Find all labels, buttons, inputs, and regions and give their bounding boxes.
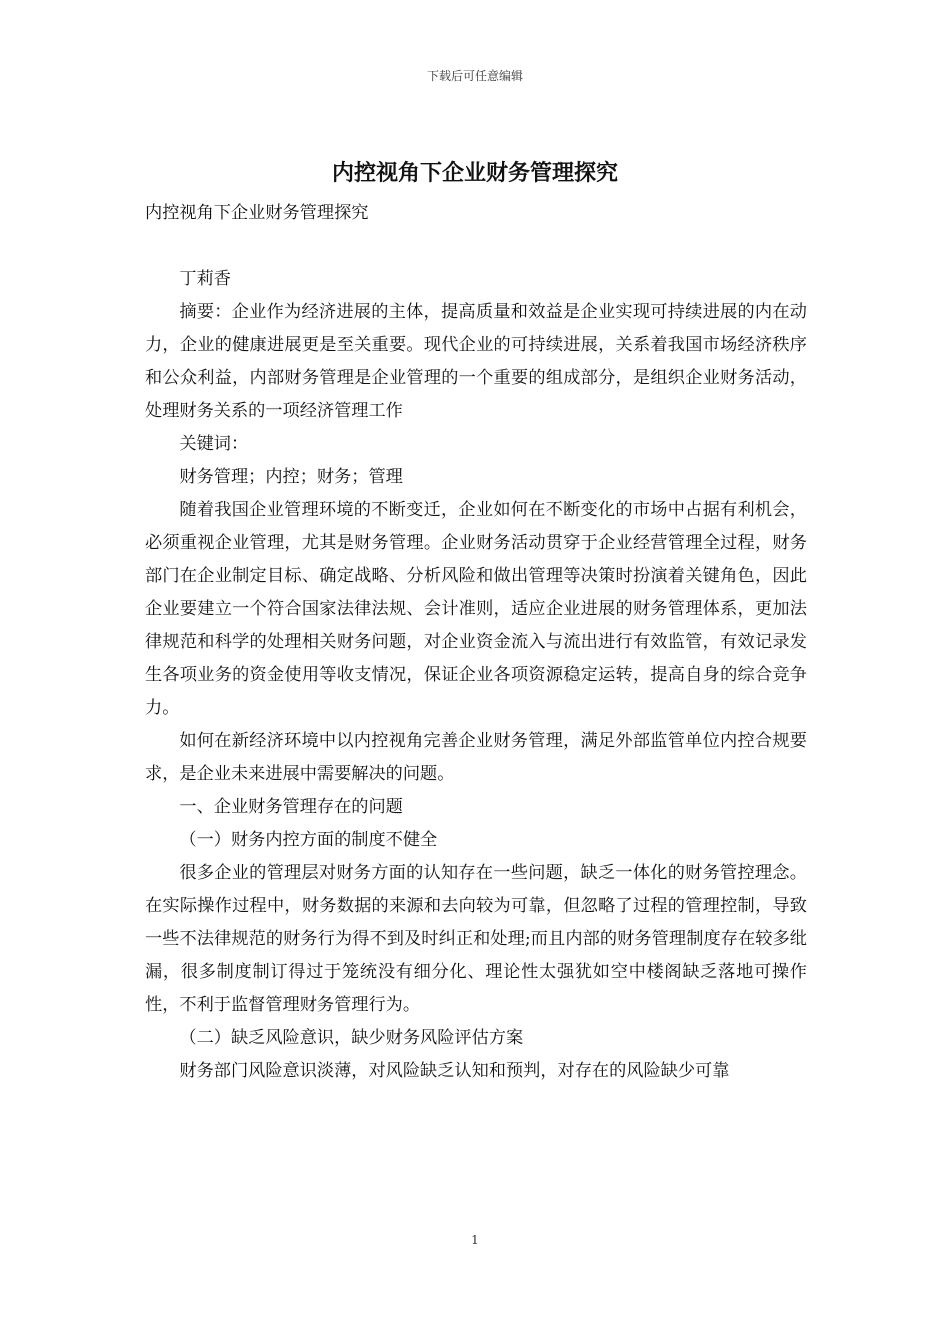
keywords-list: 财务管理；内控；财务；管理 [179, 467, 403, 487]
subsection-heading: （一）财务内控方面的制度不健全 [179, 830, 438, 850]
body-paragraph: 如何在新经济环境中以内控视角完善企业财务管理，满足外部监管单位内控合规要求，是企业未来进展中需要解决的问题。 [145, 731, 807, 784]
body-paragraph: 随着我国企业管理环境的不断变迁，企业如何在不断变化的市场中占据有利机会，必须重视企业管理，尤其是财务管理。企业财务活动贯穿于企业经营管理全过程，财务部门在企业制定目标、确定战略、分析风险和做出管理等决策时扮演着关键角色，因此企业要建立一个符合国家法律法规、会计准则，适应企业进展的财务管理体系，更加法律规范和科学的处理相关财务问题，对企业资金流入与流出进行有效监管，有效记录发生各项业务的资金使用等收支情况，保证企业各项资源稳定运转，提高自身的综合竞争力。 [145, 500, 807, 718]
subsection-heading: （二）缺乏风险意识，缺少财务风险评估方案 [179, 1028, 524, 1048]
keywords-label: 关键词： [179, 434, 249, 454]
body-paragraph: 财务部门风险意识淡薄，对风险缺乏认知和预判，对存在的风险缺少可靠 [179, 1061, 730, 1081]
blank-line [145, 230, 807, 263]
body-paragraph: 很多企业的管理层对财务方面的认知存在一些问题，缺乏一体化的财务管控理念。在实际操作过程中，财务数据的来源和去向较为可靠，但忽略了过程的管理控制，导致一些不法律规范的财务行为得不到及时纠正和处理;而且内部的财务管理制度存在较多纰漏，很多制度制订得过于笼统没有细分化、理论性太强犹如空中楼阁缺乏落地可操作性，不利于监督管理财务管理行为。 [145, 863, 807, 1015]
section-heading: 一、企业财务管理存在的问题 [179, 797, 403, 817]
document-body [145, 197, 807, 1088]
document-subtitle: 内控视角下企业财务管理探究 [145, 203, 369, 223]
abstract-paragraph: 摘要：企业作为经济进展的主体，提高质量和效益是企业实现可持续进展的内在动力，企业的健康进展更是至关重要。现代企业的可持续进展，关系着我国市场经济秩序和公众利益，内部财务管理是企业管理的一个重要的组成部分，是组织企业财务活动，处理财务关系的一项经济管理工作 [145, 302, 807, 421]
page-header-note: 下载后可任意编辑 [426, 69, 523, 83]
author-name: 丁莉香 [179, 269, 231, 289]
document-title: 内控视角下企业财务管理探究 [331, 161, 618, 186]
page-number: 1 [471, 1233, 479, 1247]
